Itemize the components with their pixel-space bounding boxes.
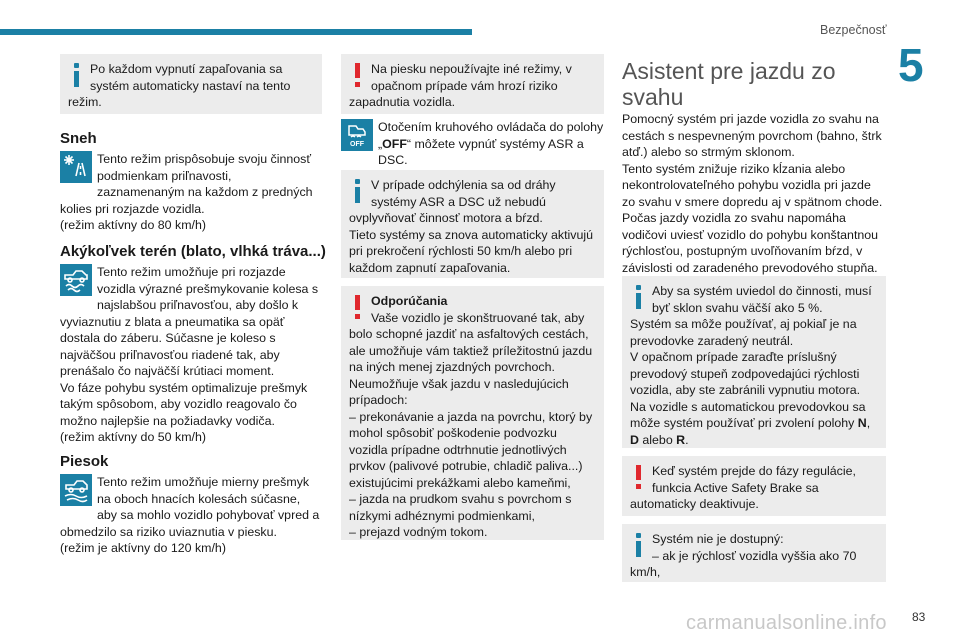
- info-box-asr: [341, 170, 604, 278]
- asr-text-1: V prípade odchýlenia sa od dráhy systémy ASR a DSC už nebudú ovplyvňovať činnosť motora a bŕzd.: [349, 178, 556, 225]
- info-icon: [630, 531, 652, 561]
- chapter-number: 5: [898, 39, 924, 91]
- off-text-bold: OFF: [382, 136, 407, 151]
- sand-note: (režim je aktívny do 120 km/h): [60, 541, 226, 555]
- warning-box-sand: [341, 54, 604, 114]
- recommendations-line: – prekonávanie a jazda na povrchu, ktorý by mohol spôsobiť poškodenie podvozku vozidla prípadne odtrhnutie jednotlivých prvkov (palivové potrubie, chladič paliva...) existujúcimi prekážkami alebo kameňmi,: [349, 409, 593, 490]
- page-number: 83: [912, 610, 926, 624]
- warning-icon: [349, 61, 371, 91]
- sand-mode-icon: [60, 474, 92, 506]
- warning-icon: [349, 293, 371, 323]
- recommendations-line: – jazda na prudkom svahu s povrchom s nízkymi adhéznymi podmienkami,: [349, 492, 572, 523]
- recommendations-line: Neumožňuje však jazdu v nasledujúcich prípadoch:: [349, 376, 569, 407]
- offroad-text: Tento režim umožňuje pri rozjazde vozidla výrazné prešmykovanie kolesa s najslabšou priľnavosťou, aby došlo k vyviaznutiu z blata a pneumatika sa opäť dostala do záberu. Súčasne je koleso s najväčšou priľnavosťou riadené tak, aby prenášalo čo najväčší krútiaci moment.: [60, 265, 319, 378]
- heading-offroad: Akýkoľvek terén (blato, vlhká tráva...): [60, 243, 326, 260]
- watermark: carmanualsonline.info: [686, 612, 887, 634]
- recommendations-box: [341, 286, 604, 540]
- info-box-unavailable: Systém nie je dostupný: – ak je rýchlosť vozidla vyššia ako 70 km/h,: [622, 524, 886, 582]
- sand-section: [60, 474, 322, 557]
- snow-mode-icon: [60, 151, 92, 183]
- info-box-ignition: [60, 54, 322, 114]
- warning-text: Na piesku nepoužívajte iné režimy, v opačnom prípade vám hrozí riziko zapadnutia vozidla.: [349, 62, 572, 109]
- esp-off-icon: [341, 119, 373, 151]
- mud-mode-icon: [60, 264, 92, 296]
- offroad-text-2: Vo fáze pohybu systém optimalizuje prešmyk takým spôsobom, aby vozidlo reagovalo čo možno najlepšie na požiadavky vodiča.: [60, 380, 308, 428]
- heading-snow: Sneh: [60, 130, 97, 147]
- snow-section: [60, 151, 322, 234]
- section-heading-hill-descent: Asistent pre jazdu zo svahu: [622, 58, 836, 110]
- snow-note: (režim aktívny do 80 km/h): [60, 218, 206, 232]
- hill-descent-intro: Pomocný systém pri jazde vozidla zo svahu na cestách s nespevneným povrchom (bahno, štrk atď.) alebo so strmým sklonom. Tento systém znižuje riziko kĺzania alebo nekontrolovateľného pohybu vozidla pri jazde zo svahu v smere dopredu aj v spätnom chode. Počas jazdy vozidla zo svahu napomáha vodičovi uviesť vozidlo do pohybu konštantnou rýchlosťou, postupným uvoľňovaním bŕzd, v závislosti od zaradeného prevodového stupňa.: [622, 112, 883, 275]
- info-icon: [630, 283, 652, 313]
- section-title: Bezpečnosť: [820, 23, 887, 37]
- info-icon: [68, 61, 90, 91]
- info-icon: [349, 177, 371, 207]
- sand-text: Tento režim umožňuje mierny prešmyk na oboch hnacích kolesách súčasne, aby sa mohlo vozidlo pohybovať vpred a obmedzilo sa riziko uviaznutia v piesku.: [60, 475, 320, 539]
- asr-text-2: Tieto systémy sa znova automaticky aktivujú pri prekročení rýchlosti 50 km/h alebo pri každom zapnutí zapaľovania.: [349, 227, 594, 275]
- svg-text:OFF: OFF: [350, 141, 364, 148]
- recommendations-title: Odporúčania: [371, 294, 448, 308]
- offroad-note: (režim aktívny do 50 km/h): [60, 430, 206, 444]
- info-box-slope: Aby sa systém uviedol do činnosti, musí byť sklon svahu väčší ako 5 %. Systém sa môže používať, aj pokiaľ je na prevodovke zaradený neutrál. V opačnom prípade zaraďte príslušný prevodový stupeň zodpovedajúci rýchlosti vozidla, aby ste zabránili vypnutiu motora. Na vozidle s automatickou prevodovkou sa môže systém používať pri zvolení polohy N, D alebo R.: [622, 276, 886, 448]
- off-section: [341, 119, 604, 169]
- recommendations-line: – prejazd vodným tokom.: [349, 525, 488, 539]
- recommendations-line: Vaše vozidlo je skonštruované tak, aby bolo schopné jazdiť na asfaltových cestách, ale umožňuje vám taktiež príležitostnú jazdu na iných menej zjazdných povrchoch.: [349, 310, 593, 374]
- warning-icon: [630, 463, 652, 493]
- offroad-section: [60, 264, 322, 446]
- off-text-pre: Otočením kruhového ovládača do polohy „: [378, 120, 604, 151]
- heading-sand: Piesok: [60, 453, 109, 470]
- warning-box-asb: Keď systém prejde do fázy regulácie, funkcia Active Safety Brake sa automaticky deaktivuje.: [622, 456, 886, 516]
- info-text: Po každom vypnutí zapaľovania sa systém automaticky nastaví na tento režim.: [68, 62, 291, 109]
- snow-text: Tento režim prispôsobuje svoju činnosť podmienkam priľnavosti, zaznamenaným na každom z predných kolies pri rozjazde vozidla.: [60, 152, 313, 216]
- top-accent-bar: [0, 29, 472, 35]
- off-text-post: “ môžete vypnúť systémy ASR a DSC.: [378, 136, 584, 167]
